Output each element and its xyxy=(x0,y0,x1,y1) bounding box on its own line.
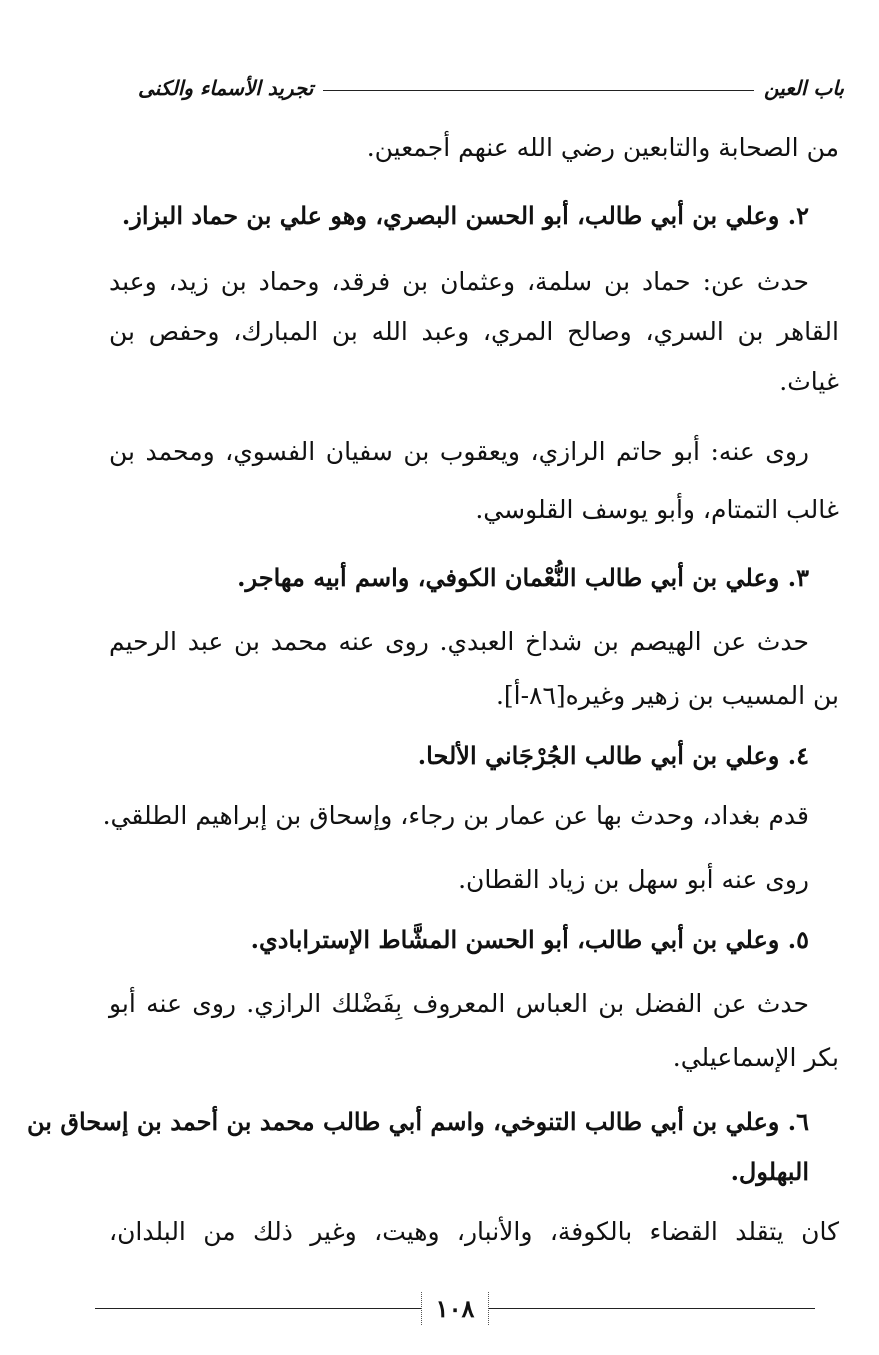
text-line: غياث. xyxy=(779,367,839,396)
text-line: حدث عن الفضل بن العباس المعروف بِفَضْلك الرازي. روى عنه أبو xyxy=(109,989,809,1018)
text-line: كان يتقلد القضاء بالكوفة، والأنبار، وهيت، وغير ذلك من البلدان، xyxy=(109,1217,839,1246)
text-line: روى عنه: أبو حاتم الرازي، ويعقوب بن سفيان الفسوي، ومحمد بن xyxy=(109,437,809,466)
text-line: حدث عن: حماد بن سلمة، وعثمان بن فرقد، وحماد بن زيد، وعبد xyxy=(109,267,809,296)
entry-heading-3: ٣. وعلي بن أبي طالب النُّعْمان الكوفي، واسم أبيه مهاجر. xyxy=(237,563,809,592)
header-rule xyxy=(323,90,754,91)
text-line: غالب التمتام، وأبو يوسف القلوسي. xyxy=(475,495,839,524)
footer-rule-left xyxy=(95,1308,421,1309)
entry-heading-6: ٦. وعلي بن أبي طالب التنوخي، واسم أبي طالب محمد بن أحمد بن إسحاق بن xyxy=(27,1107,809,1136)
text-line: البهلول. xyxy=(730,1157,809,1186)
entry-heading-4: ٤. وعلي بن أبي طالب الجُرْجَاني الألحا. xyxy=(417,741,809,770)
text-line: حدث عن الهيصم بن شداخ العبدي. روى عنه محمد بن عبد الرحيم xyxy=(109,627,809,656)
text-line: بكر الإسماعيلي. xyxy=(672,1043,839,1072)
text-line: من الصحابة والتابعين رضي الله عنهم أجمعين. xyxy=(366,133,839,162)
footer-rule-right xyxy=(489,1308,815,1309)
entry-heading-2: ٢. وعلي بن أبي طالب، أبو الحسن البصري، وهو علي بن حماد البزاز. xyxy=(121,201,809,230)
book-title: تجريد الأسماء والكنى xyxy=(138,76,314,100)
page-number: ١٠٨ xyxy=(421,1292,490,1325)
text-line: روى عنه أبو سهل بن زياد القطان. xyxy=(458,865,809,894)
text-line: القاهر بن السري، وصالح المري، وعبد الله بن المبارك، وحفص بن xyxy=(109,317,839,346)
running-header xyxy=(138,66,844,100)
entry-heading-5: ٥. وعلي بن أبي طالب، أبو الحسن المشَّاط الإسترابادي. xyxy=(250,925,809,954)
page-footer xyxy=(95,1288,815,1328)
text-line: قدم بغداد، وحدث بها عن عمار بن رجاء، وإسحاق بن إبراهيم الطلقي. xyxy=(102,801,809,830)
section-title: باب العين xyxy=(763,76,844,100)
text-line: بن المسيب بن زهير وغيره[٨٦-أ]. xyxy=(495,681,839,710)
